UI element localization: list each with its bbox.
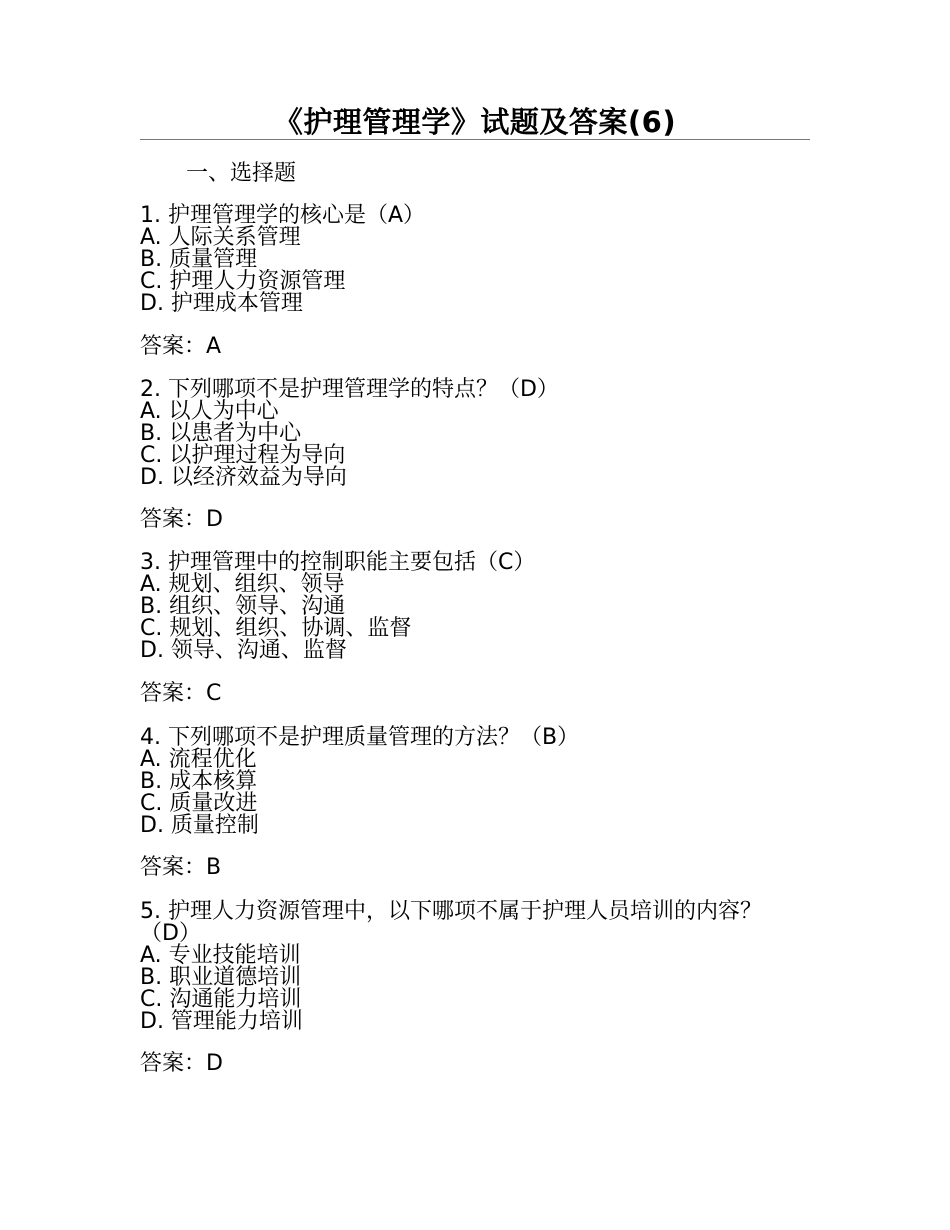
question-stem: 3. 护理管理中的控制职能主要包括（C） <box>140 550 536 575</box>
answer-4: 答案：B <box>140 855 222 880</box>
answer-2: 答案：D <box>140 507 223 532</box>
option-b: B. 成本核算 <box>140 769 258 794</box>
option-b: B. 质量管理 <box>140 247 258 272</box>
document-title: 《护理管理学》试题及答案(6) <box>273 105 677 139</box>
option-a: A. 以人为中心 <box>140 399 279 424</box>
answer-5: 答案：D <box>140 1051 223 1076</box>
option-d: D. 管理能力培训 <box>140 1009 303 1034</box>
answer-1: 答案：A <box>140 334 222 359</box>
answer-3: 答案：C <box>140 681 222 706</box>
option-d: D. 护理成本管理 <box>140 291 303 316</box>
question-stem: 5. 护理人力资源管理中，以下哪项不属于护理人员培训的内容？（D） <box>140 899 762 946</box>
option-a: A. 人际关系管理 <box>140 225 301 250</box>
option-b: B. 组织、领导、沟通 <box>140 594 346 619</box>
section-heading: 一、选择题 <box>186 161 297 186</box>
question-4 <box>140 727 800 837</box>
option-b: B. 以患者为中心 <box>140 421 302 446</box>
question-2 <box>140 379 800 489</box>
option-a: A. 规划、组织、领导 <box>140 572 345 597</box>
question-stem: 1. 护理管理学的核心是（A） <box>140 203 426 228</box>
question-5 <box>140 901 800 1033</box>
option-d: D. 质量控制 <box>140 813 259 838</box>
option-a: A. 流程优化 <box>140 747 257 772</box>
question-1 <box>140 205 800 315</box>
question-3 <box>140 552 800 662</box>
option-b: B. 职业道德培训 <box>140 965 302 990</box>
option-d: D. 领导、沟通、监督 <box>140 638 347 663</box>
question-stem: 2. 下列哪项不是护理管理学的特点？（D） <box>140 377 559 402</box>
option-c: C. 规划、组织、协调、监督 <box>140 616 412 641</box>
option-c: C. 以护理过程为导向 <box>140 443 346 468</box>
option-c: C. 质量改进 <box>140 791 258 816</box>
option-d: D. 以经济效益为导向 <box>140 465 347 490</box>
option-a: A. 专业技能培训 <box>140 943 301 968</box>
title-underline <box>140 139 810 140</box>
question-stem: 4. 下列哪项不是护理质量管理的方法？（B） <box>140 725 580 750</box>
option-c: C. 护理人力资源管理 <box>140 269 346 294</box>
option-c: C. 沟通能力培训 <box>140 987 302 1012</box>
